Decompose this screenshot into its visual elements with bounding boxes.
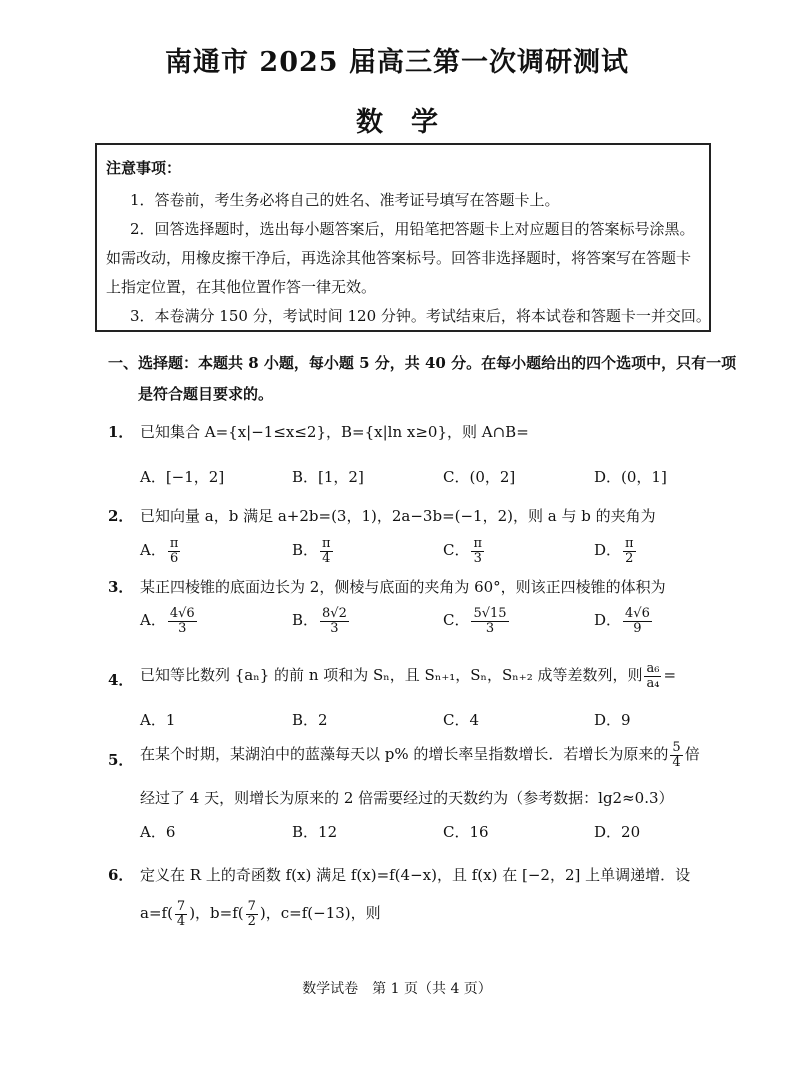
question-number: 5．	[108, 751, 134, 769]
fraction-numerator: 4√6	[169, 606, 195, 621]
option-a: A．6	[140, 823, 176, 841]
question-number: 6．	[108, 866, 134, 884]
stem-text: 在某个时期，某湖泊中的蓝藻每天以 p% 的增长率呈指数增长．若增长为原来的	[140, 745, 669, 764]
fraction-numerator: π	[473, 536, 483, 551]
fraction-numerator: 5	[672, 740, 681, 755]
fraction-numerator: π	[322, 536, 331, 551]
fraction-denominator: 2	[247, 913, 256, 929]
fraction-denominator: 3	[330, 620, 339, 636]
option-fraction	[168, 537, 181, 565]
option-c	[443, 537, 486, 565]
stem-fraction	[670, 741, 682, 769]
fraction-denominator: 4	[322, 550, 331, 566]
subject-title: 数学	[356, 107, 466, 138]
fraction-denominator: 2	[625, 550, 634, 566]
notice-line-2b: 如需改动，用橡皮擦干净后，再选涂其他答案标号。回答非选择题时，将答案写在答题卡	[106, 249, 692, 267]
question-4-stem	[140, 662, 676, 690]
question-2-stem: 已知向量 a，b 满足 a+2b=(3，1)，2a−3b=(−1，2)，则 a 与 b 的夹角为	[140, 507, 656, 525]
option-c: C．(0，2]	[443, 468, 516, 486]
option-fraction	[623, 537, 636, 565]
question-number: 1．	[108, 423, 134, 441]
exam-title: 南通市 2025 届高三第一次调研测试	[165, 47, 629, 78]
section-heading-line-2: 是符合题目要求的。	[138, 385, 274, 403]
option-fraction	[320, 537, 333, 565]
stem-text: )，c=f(−13)，则	[259, 904, 381, 923]
option-c: C．4	[443, 711, 480, 729]
option-label: A．	[140, 541, 166, 560]
fraction-denominator: 3	[178, 620, 187, 636]
fraction-denominator: 4	[176, 913, 186, 929]
option-b	[292, 537, 335, 565]
stem-text: a=f(	[140, 904, 173, 923]
option-fraction	[471, 607, 508, 635]
question-number: 3．	[108, 578, 134, 596]
option-label: B．	[292, 541, 319, 560]
option-a: A．[−1，2]	[140, 468, 225, 486]
stem-text-after: =	[663, 666, 677, 685]
notice-line-2c: 上指定位置，在其他位置作答一律无效。	[106, 278, 377, 296]
option-d	[594, 607, 654, 635]
fraction-numerator: a₆	[646, 661, 660, 676]
fraction-numerator: 8√2	[322, 606, 347, 621]
option-b: B．[1，2]	[292, 468, 364, 486]
option-fraction	[320, 607, 349, 635]
question-5-stem-line-2: 经过了 4 天，则增长为原来的 2 倍需要经过的天数约为（参考数据：lg2≈0.3）	[140, 789, 674, 807]
option-c	[443, 607, 511, 635]
option-label: C．	[443, 611, 470, 630]
option-d: D．20	[594, 823, 641, 841]
option-d: D．9	[594, 711, 631, 729]
option-b: B．2	[292, 711, 328, 729]
option-d: D．(0，1]	[594, 468, 667, 486]
question-6-stem-line-2	[140, 900, 381, 928]
stem-text-after: 倍	[684, 745, 700, 764]
option-b	[292, 607, 351, 635]
question-number: 2．	[108, 507, 134, 525]
option-b: B．12	[292, 823, 338, 841]
option-label: D．	[594, 541, 622, 560]
notice-heading: 注意事项：	[106, 159, 182, 177]
notice-line-2a: 2．回答选择题时，选出每小题答案后，用铅笔把答题卡上对应题目的答案标号涂黑。	[130, 220, 695, 238]
fraction-denominator: 4	[672, 754, 681, 770]
option-label: C．	[443, 541, 470, 560]
option-c: C．16	[443, 823, 489, 841]
fraction-denominator: 3	[485, 620, 495, 636]
option-a	[140, 537, 182, 565]
fraction-numerator: 5√15	[473, 606, 507, 621]
fraction-denominator: a₄	[646, 675, 660, 691]
fraction-numerator: π	[169, 536, 179, 551]
fraction-numerator: 4√6	[625, 606, 650, 621]
fraction-denominator: 6	[169, 550, 179, 566]
notice-line-3: 3．本卷满分 150 分，考试时间 120 分钟。考试结束后，将本试卷和答题卡一并交回。	[130, 307, 711, 325]
section-heading-line-1: 一、选择题：本题共 8 小题，每小题 5 分，共 40 分。在每小题给出的四个选项中，只有一项	[108, 354, 737, 372]
option-a	[140, 607, 199, 635]
option-d	[594, 537, 638, 565]
option-label: A．	[140, 611, 166, 630]
notice-line-1: 1．答卷前，考生务必将自己的姓名、准考证号填写在答题卡上。	[130, 191, 560, 209]
stem-fraction	[246, 900, 258, 928]
stem-text: 已知等比数列 {aₙ} 的前 n 项和为 Sₙ，且 Sₙ₊₁，Sₙ，Sₙ₊₂ 成等差数列，则	[140, 666, 643, 685]
fraction-denominator: 3	[473, 550, 482, 566]
option-label: B．	[292, 611, 319, 630]
question-5-stem	[140, 741, 700, 769]
option-a: A．1	[140, 711, 176, 729]
option-fraction	[471, 537, 484, 565]
question-1-stem: 已知集合 A={x|−1≤x≤2}，B={x|ln x≥0}，则 A∩B=	[140, 423, 529, 441]
fraction-numerator: π	[625, 536, 634, 551]
page-footer: 数学试卷 第 1 页（共 4 页）	[302, 981, 492, 997]
question-6-stem: 定义在 R 上的奇函数 f(x) 满足 f(x)=f(4−x)，且 f(x) 在 [−2，2] 上单调递增．设	[140, 866, 691, 884]
question-number: 4．	[108, 671, 134, 689]
fraction-numerator: 7	[176, 899, 186, 914]
option-fraction	[623, 607, 652, 635]
question-3-stem: 某正四棱锥的底面边长为 2，侧棱与底面的夹角为 60°，则该正四棱锥的体积为	[140, 578, 666, 596]
fraction-numerator: 7	[247, 899, 256, 914]
option-label: D．	[594, 611, 622, 630]
stem-fraction	[644, 662, 661, 690]
stem-text: )，b=f(	[189, 904, 244, 923]
fraction-denominator: 9	[633, 620, 642, 636]
option-fraction	[168, 607, 197, 635]
stem-fraction	[175, 900, 187, 928]
